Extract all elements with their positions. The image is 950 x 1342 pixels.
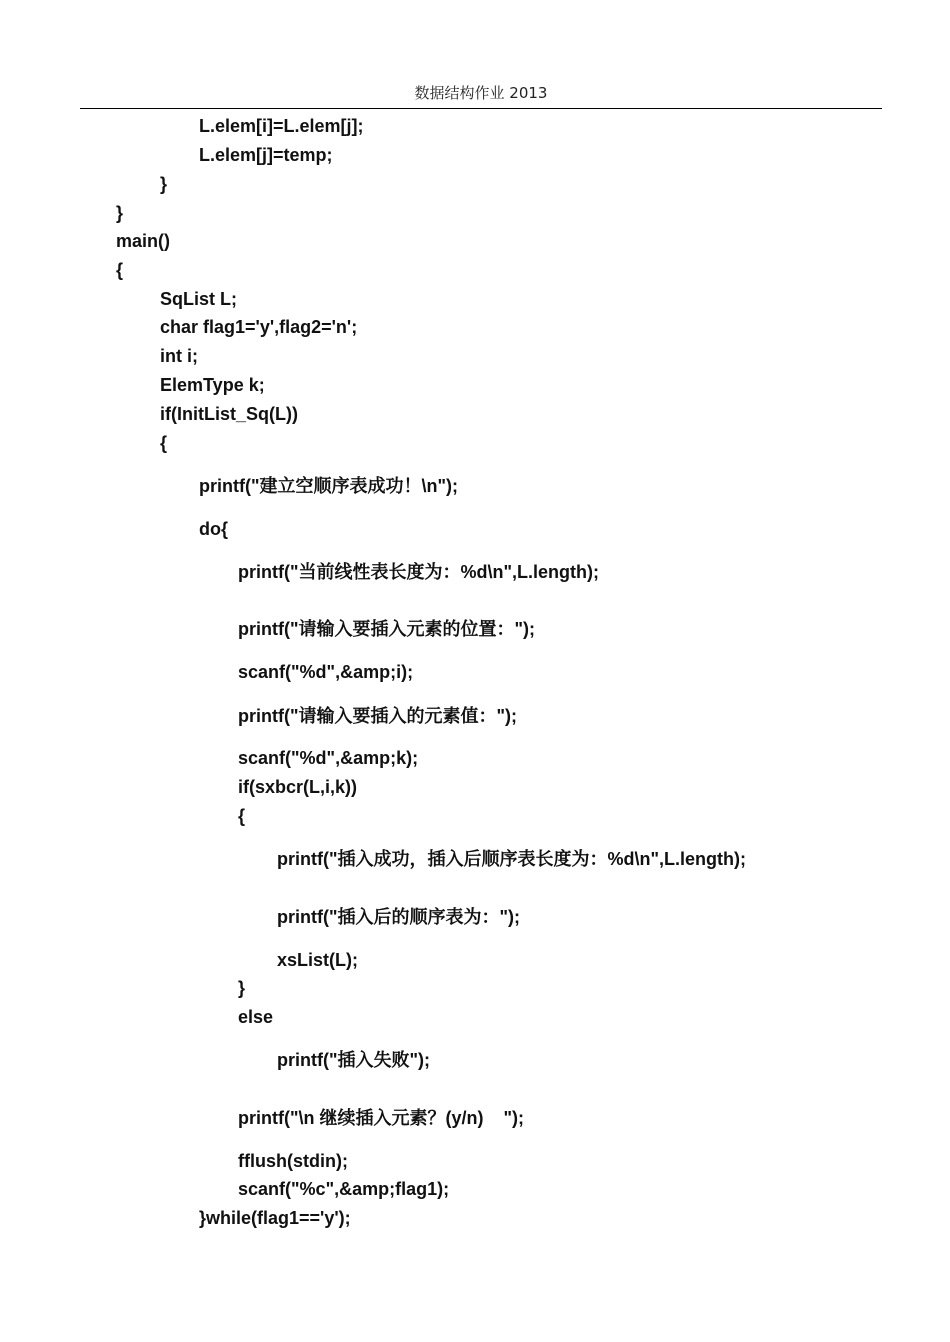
- code-line: }while(flag1=='y');: [199, 1208, 351, 1228]
- code-line: printf("建立空顺序表成功！\n");: [199, 476, 459, 496]
- code-line: scanf("%c",&amp;flag1);: [238, 1179, 450, 1199]
- code-line: main(): [116, 231, 170, 251]
- code-line: {: [160, 433, 168, 453]
- code-line: printf("插入成功，插入后顺序表长度为：%d\n",L.length);: [277, 849, 747, 869]
- code-line: printf("当前线性表长度为：%d\n",L.length);: [238, 562, 600, 582]
- code-line: xsList(L);: [277, 950, 358, 970]
- code-line: do{: [199, 519, 228, 539]
- code-line: {: [238, 806, 246, 826]
- code-line: scanf("%d",&amp;k);: [238, 748, 419, 768]
- code-line: L.elem[i]=L.elem[j];: [199, 116, 364, 136]
- code-line: ElemType k;: [160, 375, 265, 395]
- code-line: SqList L;: [160, 289, 237, 309]
- code-line: char flag1='y',flag2='n';: [160, 317, 358, 337]
- code-line: else: [238, 1007, 274, 1027]
- code-line: printf("插入失败");: [277, 1050, 431, 1070]
- code-line: scanf("%d",&amp;i);: [238, 662, 414, 682]
- code-line: }: [116, 203, 124, 223]
- code-line: if(InitList_Sq(L)): [160, 404, 298, 424]
- code-line: if(sxbcr(L,i,k)): [238, 777, 358, 797]
- header-title: 数据结构作业 2013: [414, 84, 548, 102]
- code-line: int i;: [160, 346, 198, 366]
- page-header: [80, 78, 882, 109]
- code-line: {: [116, 260, 124, 280]
- code-line: printf("\n 继续插入元素？(y/n) ");: [238, 1108, 525, 1128]
- code-line: }: [160, 174, 168, 194]
- code-line: L.elem[j]=temp;: [199, 145, 333, 165]
- code-line: printf("请输入要插入元素的位置：");: [238, 619, 536, 639]
- code-line: }: [238, 978, 246, 998]
- code-line: printf("请输入要插入的元素值：");: [238, 706, 518, 726]
- code-line: printf("插入后的顺序表为：");: [277, 907, 521, 927]
- code-line: fflush(stdin);: [238, 1151, 348, 1171]
